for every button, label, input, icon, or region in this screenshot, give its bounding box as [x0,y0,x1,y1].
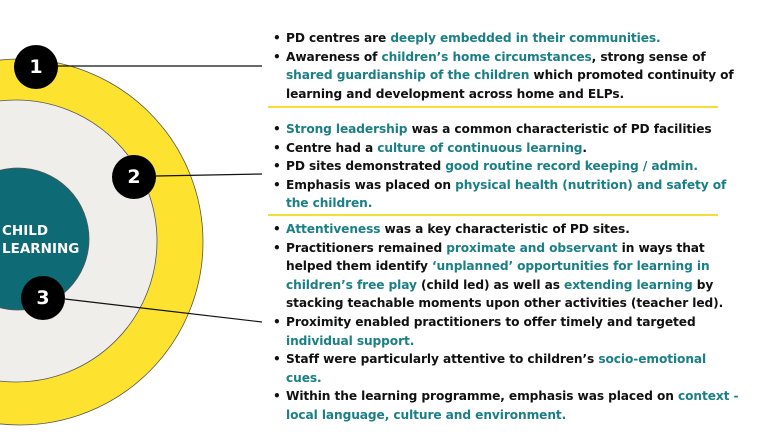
highlighted-text: good routine record keeping / admin. [445,159,698,174]
highlighted-text: deeply embedded in their communities. [390,31,661,45]
text: Proximity enabled practitioners to offer timely and targeted [286,314,696,329]
bullet-list [270,29,740,103]
text: Emphasis was placed on [286,177,456,192]
highlighted-text: socio-emotional cues. [286,352,707,385]
text: by stacking teachable moments upon other activities (teacher led). [286,277,724,311]
text: in ways that helped them identify [286,240,705,274]
highlighted-text: shared guardianship of the children [286,68,530,83]
bullet-item [270,139,740,158]
highlighted-text: proximate and observant [446,240,618,255]
text: which promoted continuity of learning and development across home and ELPs. [286,68,734,101]
text: , strong sense of [591,49,706,64]
text: was a common characteristic of PD facilities [407,122,712,136]
bullet-list [270,220,740,425]
section-1 [270,29,740,103]
section-3 [270,220,740,425]
text: Awareness of [286,49,382,64]
text: Within the learning programme, emphasis was placed on [286,389,678,404]
highlighted-text: individual support. [286,333,415,348]
highlighted-text: Strong leadership [286,122,408,136]
highlighted-text: Attentiveness [286,222,381,236]
text: . [582,140,587,155]
section-2 [270,120,740,213]
text: PD sites demonstrated [286,159,446,174]
highlighted-text: extending learning [564,277,693,292]
bullet-item [270,48,740,104]
bullet-item [270,387,740,424]
center-label-line-1: CHILD [2,223,49,239]
center-label-line-2: LEARNING [2,241,80,257]
bullet-list [270,120,740,213]
divider-1 [268,106,718,108]
highlighted-text: ‘unplanned’ opportunities for learning in children’s free play [286,259,710,292]
badge-2: 2 [112,155,156,199]
bullet-item [270,120,740,139]
bullet-item [270,157,740,176]
bullet-item [270,350,740,387]
highlighted-text: physical health (nutrition) and safety of the children. [286,177,727,211]
text: Centre had a [286,140,378,155]
text: was a key characteristic of PD sites. [380,222,630,236]
highlighted-text: context - local language, culture and environment. [286,389,739,422]
text: PD centres are [286,31,391,45]
bullet-item [270,176,740,213]
highlighted-text: children’s home circumstances [381,49,592,64]
text: (child led) as well as [416,277,565,292]
center-label [2,222,79,258]
bullet-item [270,29,740,48]
highlighted-text: culture of continuous learning [377,140,583,155]
bullet-item [270,313,740,350]
bullet-item [270,239,740,313]
divider-2 [268,214,718,216]
badge-3: 3 [21,276,65,320]
badge-1: 1 [14,45,58,89]
text: Staff were particularly attentive to children’s [286,352,599,367]
text: Practitioners remained [286,240,447,255]
bullet-item [270,220,740,239]
